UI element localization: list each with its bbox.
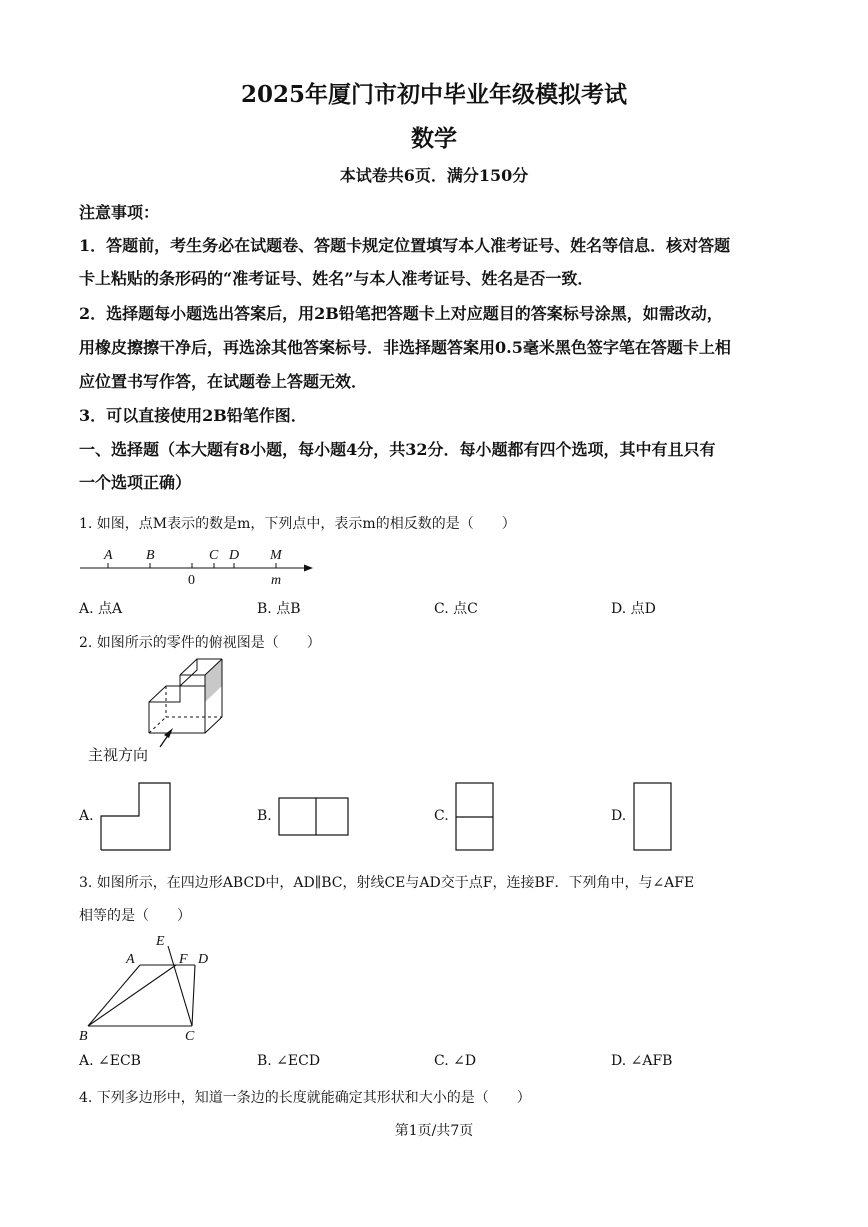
- vertex-label-E: E: [156, 934, 165, 949]
- part-3d-figure: [140, 655, 230, 750]
- exam-info: 本试卷共6页．满分150分: [339, 166, 529, 185]
- q2-option-a-label: A.: [79, 808, 94, 824]
- q3-option-c: C. ∠D: [434, 1053, 477, 1069]
- quadrilateral-figure: [75, 930, 225, 1048]
- point-label-M: M: [270, 548, 282, 563]
- number-line-figure: [75, 540, 325, 590]
- q1-option-c: C. 点C: [434, 601, 478, 617]
- q3-option-b: B. ∠ECD: [257, 1053, 321, 1069]
- part-lower-top: [149, 686, 180, 702]
- q2-option-c-label: C.: [434, 808, 449, 824]
- point-label-B: B: [146, 548, 155, 563]
- notes-line: 1．答题前，考生务必在试题卷、答题卡规定位置填写本人准考证号、姓名等信息．核对答题: [79, 236, 731, 255]
- q2-option-a-shape: [100, 782, 172, 852]
- point-label-D: D: [229, 548, 240, 563]
- segment-CD: [192, 965, 195, 1026]
- part-front-face: [149, 686, 205, 733]
- section-heading-cont: 一个选项正确）: [79, 473, 192, 492]
- q2-option-c-shape: [455, 782, 495, 852]
- vertex-label-D: D: [198, 952, 209, 967]
- notes-line: 卡上粘贴的条形码的“准考证号、姓名”与本人准考证号、姓名是否一致．: [79, 269, 594, 288]
- view-direction-label: 主视方向: [88, 746, 149, 764]
- notes-line: 3．可以直接使用2B铅笔作图．: [79, 406, 307, 425]
- point-label-C: C: [209, 548, 219, 563]
- q2-option-b-shape: [278, 797, 350, 837]
- q2-option-b-label: B.: [257, 808, 272, 824]
- q3-option-a: A. ∠ECB: [79, 1053, 141, 1069]
- exam-title: 2025年厦门市初中毕业年级模拟考试: [240, 81, 627, 108]
- q2-option-d-label: D.: [611, 808, 627, 824]
- number-line-arrow: [304, 565, 313, 572]
- vertex-label-A: A: [126, 952, 135, 967]
- vertex-label-C: C: [185, 1029, 195, 1044]
- q2-option-d-shape: [633, 782, 673, 852]
- zero-label: 0: [188, 573, 195, 588]
- exam-subject: 数学: [411, 125, 457, 152]
- question-2-text: 2. 如图所示的零件的俯视图是（ ）: [79, 635, 321, 651]
- q1-option-a: A. 点A: [79, 601, 123, 617]
- notes-heading: 注意事项：: [79, 203, 160, 222]
- notes-line: 用橡皮擦擦干净后，再选涂其他答案标号．非选择题答案用0.5毫米黑色签字笔在答题卡上相: [79, 338, 731, 357]
- q1-option-b: B. 点B: [257, 601, 301, 617]
- q1-option-d: D. 点D: [611, 601, 656, 617]
- point-label-A: A: [104, 548, 113, 563]
- vertex-label-B: B: [79, 1029, 88, 1044]
- question-3-text-cont: 相等的是（ ）: [79, 908, 191, 924]
- question-4-text: 4. 下列多边形中，知道一条边的长度就能确定其形状和大小的是（ ）: [79, 1090, 531, 1106]
- m-label: m: [271, 573, 282, 588]
- notes-line: 应位置书写作答，在试题卷上答题无效．: [79, 372, 368, 391]
- part-side-shade: [205, 659, 222, 702]
- notes-line: 2．选择题每小题选出答案后，用2B铅笔把答题卡上对应题目的答案标号涂黑，如需改动，: [79, 304, 723, 323]
- vertex-label-F: F: [179, 952, 188, 967]
- question-3-text: 3. 如图所示，在四边形ABCD中，AD∥BC，射线CE与AD交于点F，连接BF．下列角中，与∠AFE: [79, 875, 695, 891]
- q3-option-d: D. ∠AFB: [611, 1053, 673, 1069]
- page-footer: 第1页/共7页: [394, 1123, 474, 1139]
- question-1-text: 1. 如图，点M表示的数是m，下列点中，表示m的相反数的是（ ）: [79, 516, 516, 532]
- section-heading: 一、选择题（本大题有8小题，每小题4分，共32分．每小题都有四个选项，其中有且只有: [79, 440, 716, 459]
